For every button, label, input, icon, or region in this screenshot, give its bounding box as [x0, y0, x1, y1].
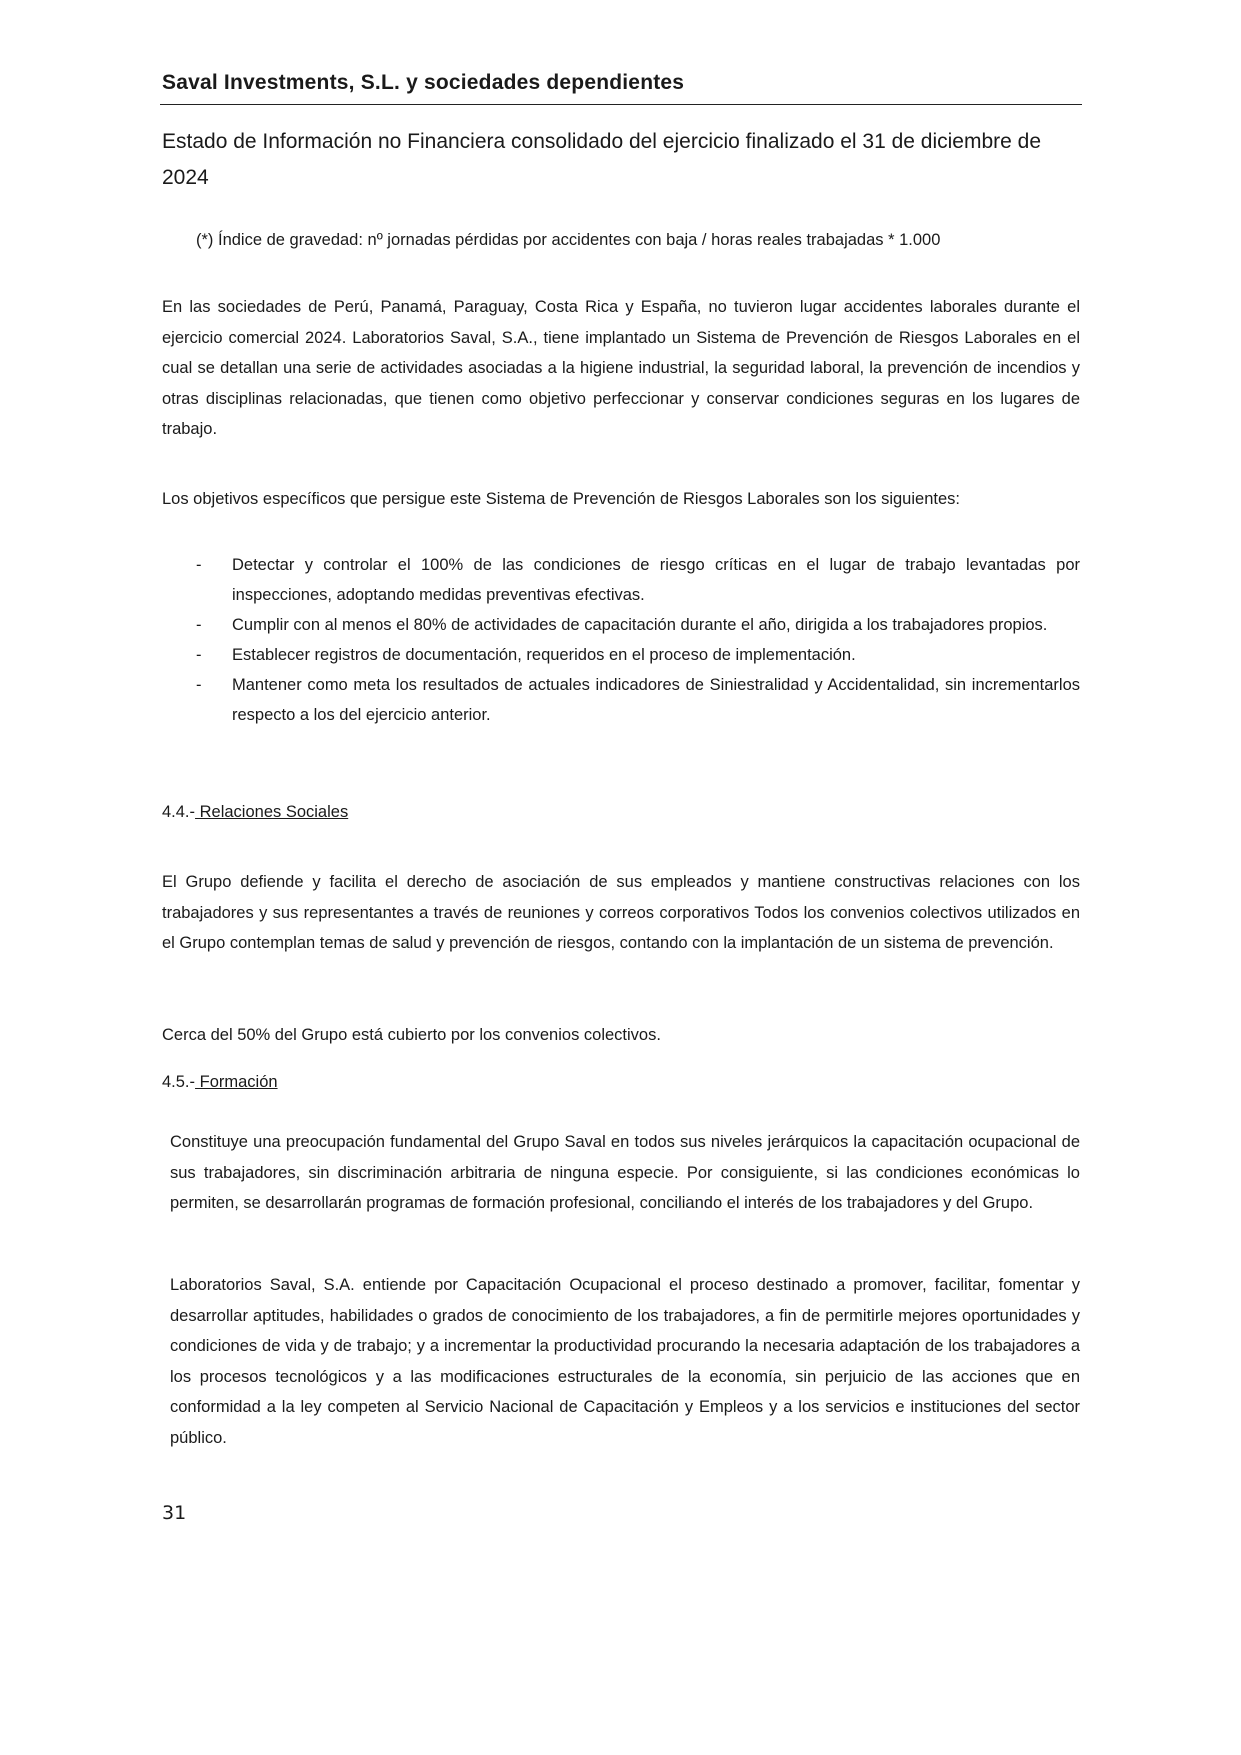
dash-bullet: -	[196, 616, 202, 634]
list-item	[162, 640, 1080, 670]
list-item	[162, 670, 1080, 730]
association-rights-paragraph: El Grupo defiende y facilita el derecho de asociación de sus empleados y mantiene constructivas relaciones con los trabajadores y sus representantes a través de reuniones y correos corporativos Todos los convenios colectivos utilizados en el Grupo contemplan temas de salud y prevención de riesgos, contando con la implantación de un sistema de prevención.	[162, 873, 1080, 952]
section-name: Relaciones Sociales	[195, 803, 349, 821]
dash-bullet: -	[196, 646, 202, 664]
document-title: Estado de Información no Financiera consolidado del ejercicio finalizado el 31 de diciembre de 2024	[162, 130, 1042, 189]
training-concern-paragraph: Constituye una preocupación fundamental del Grupo Saval en todos sus niveles jerárquicos la capacitación ocupacional de sus trabajadores, sin discriminación arbitraria de ninguna especie. Por consiguiente, si las condiciones económicas lo permiten, se desarrollarán programas de formación profesional, conciliando el interés de los trabajadores y del Grupo.	[170, 1133, 1080, 1212]
list-item	[162, 550, 1080, 610]
section-name: Formación	[195, 1073, 278, 1091]
occupational-training-paragraph: Laboratorios Saval, S.A. entiende por Capacitación Ocupacional el proceso destinado a promover, facilitar, fomentar y desarrollar aptitudes, habilidades o grados de conocimiento de los trabajadores, a fin de permitirle mejores oportunidades y condiciones de vida y de trabajo; y a incrementar la productividad procurando la necesaria adaptación de los trabajadores a los procesos tecnológicos y a las modificaciones estructurales de la economía, sin perjuicio de las acciones que en conformidad a la ley competen al Servicio Nacional de Capacitación y Empleos y a los servicios e instituciones del sector público.	[170, 1276, 1080, 1447]
dash-bullet: -	[196, 556, 202, 574]
list-item-text: Mantener como meta los resultados de actuales indicadores de Siniestralidad y Accidentalidad, sin incrementarlos respecto a los del ejercicio anterior.	[232, 676, 1080, 724]
page-number: 31	[162, 1502, 187, 1524]
section-heading-training	[162, 1070, 278, 1094]
list-item-text: Establecer registros de documentación, requeridos en el proceso de implementación.	[232, 646, 856, 664]
section-heading-social-relations	[162, 800, 348, 824]
section-number: 4.5.-	[162, 1073, 196, 1091]
dash-bullet: -	[196, 676, 202, 694]
collective-agreements-paragraph: Cerca del 50% del Grupo está cubierto por los convenios colectivos.	[162, 1026, 661, 1044]
company-header: Saval Investments, S.L. y sociedades dependientes	[162, 71, 685, 94]
severity-index-footnote: (*) Índice de gravedad: nº jornadas pérdidas por accidentes con baja / horas reales trabajadas * 1.000	[196, 231, 941, 249]
workplace-accidents-paragraph: En las sociedades de Perú, Panamá, Paraguay, Costa Rica y España, no tuvieron lugar accidentes laborales durante el ejercicio comercial 2024. Laboratorios Saval, S.A., tiene implantado un Sistema de Prevención de Riesgos Laborales en el cual se detallan una serie de actividades asociadas a la higiene industrial, la seguridad laboral, la prevención de incendios y otras disciplinas relacionadas, que tienen como objetivo perfeccionar y conservar condiciones seguras en los lugares de trabajo.	[162, 298, 1080, 438]
list-item	[162, 610, 1080, 640]
section-number: 4.4.-	[162, 803, 196, 821]
header-divider	[160, 104, 1082, 105]
list-item-text: Cumplir con al menos el 80% de actividades de capacitación durante el año, dirigida a los trabajadores propios.	[232, 616, 1048, 634]
objectives-intro-paragraph: Los objetivos específicos que persigue este Sistema de Prevención de Riesgos Laborales son los siguientes:	[162, 490, 960, 508]
objectives-list	[162, 550, 1080, 730]
list-item-text: Detectar y controlar el 100% de las condiciones de riesgo críticas en el lugar de trabajo levantadas por inspecciones, adoptando medidas preventivas efectivas.	[232, 556, 1080, 604]
